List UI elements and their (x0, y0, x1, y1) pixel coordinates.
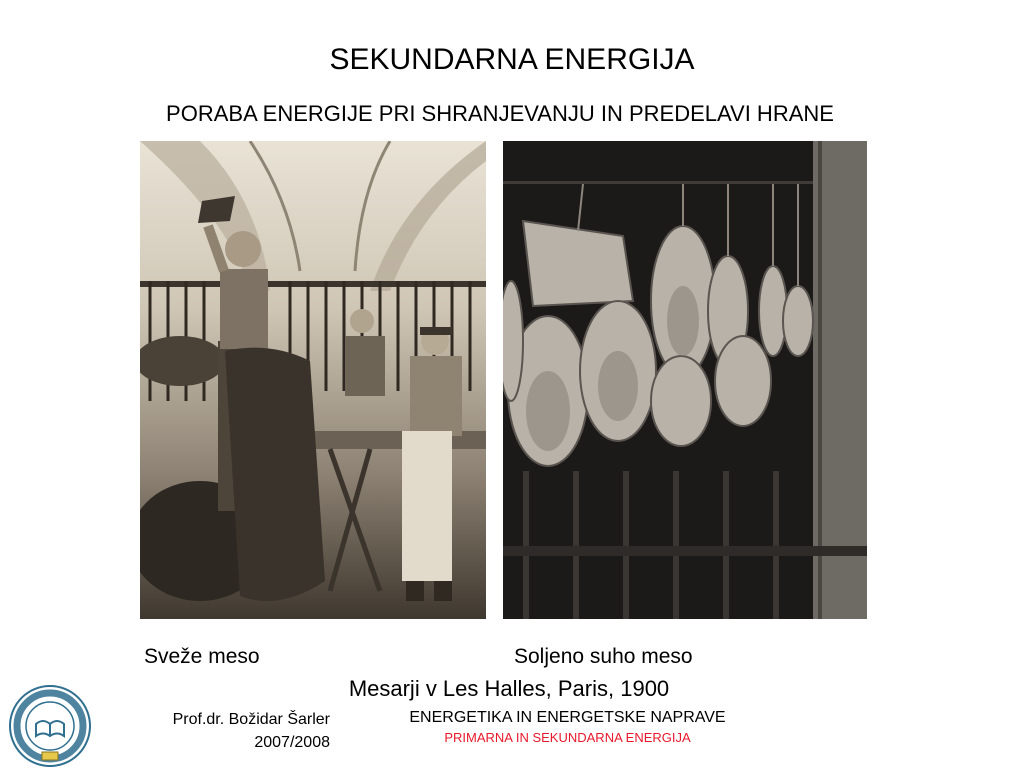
slide-title: SEKUNDARNA ENERGIJA (329, 43, 695, 76)
slide-subtitle: PORABA ENERGIJE PRI SHRANJEVANJU IN PREDELAVI HRANE (166, 101, 834, 126)
course-title: ENERGETIKA IN ENERGETSKE NAPRAVE (409, 709, 726, 726)
author-block (120, 708, 330, 754)
photos-main-caption: Mesarji v Les Halles, Paris, 1900 (348, 676, 670, 701)
course-subtitle: PRIMARNA IN SEKUNDARNA ENERGIJA (444, 730, 691, 745)
fresh-meat-caption: Sveže meso (144, 645, 260, 668)
butchers-photo (140, 141, 486, 619)
author-name: Prof.dr. Božidar Šarler (172, 711, 330, 728)
academic-year: 2007/2008 (254, 734, 330, 751)
university-seal-icon (8, 684, 92, 768)
salted-meat-photo (503, 141, 867, 619)
salted-meat-caption: Soljeno suho meso (514, 645, 693, 668)
course-block (330, 708, 805, 748)
